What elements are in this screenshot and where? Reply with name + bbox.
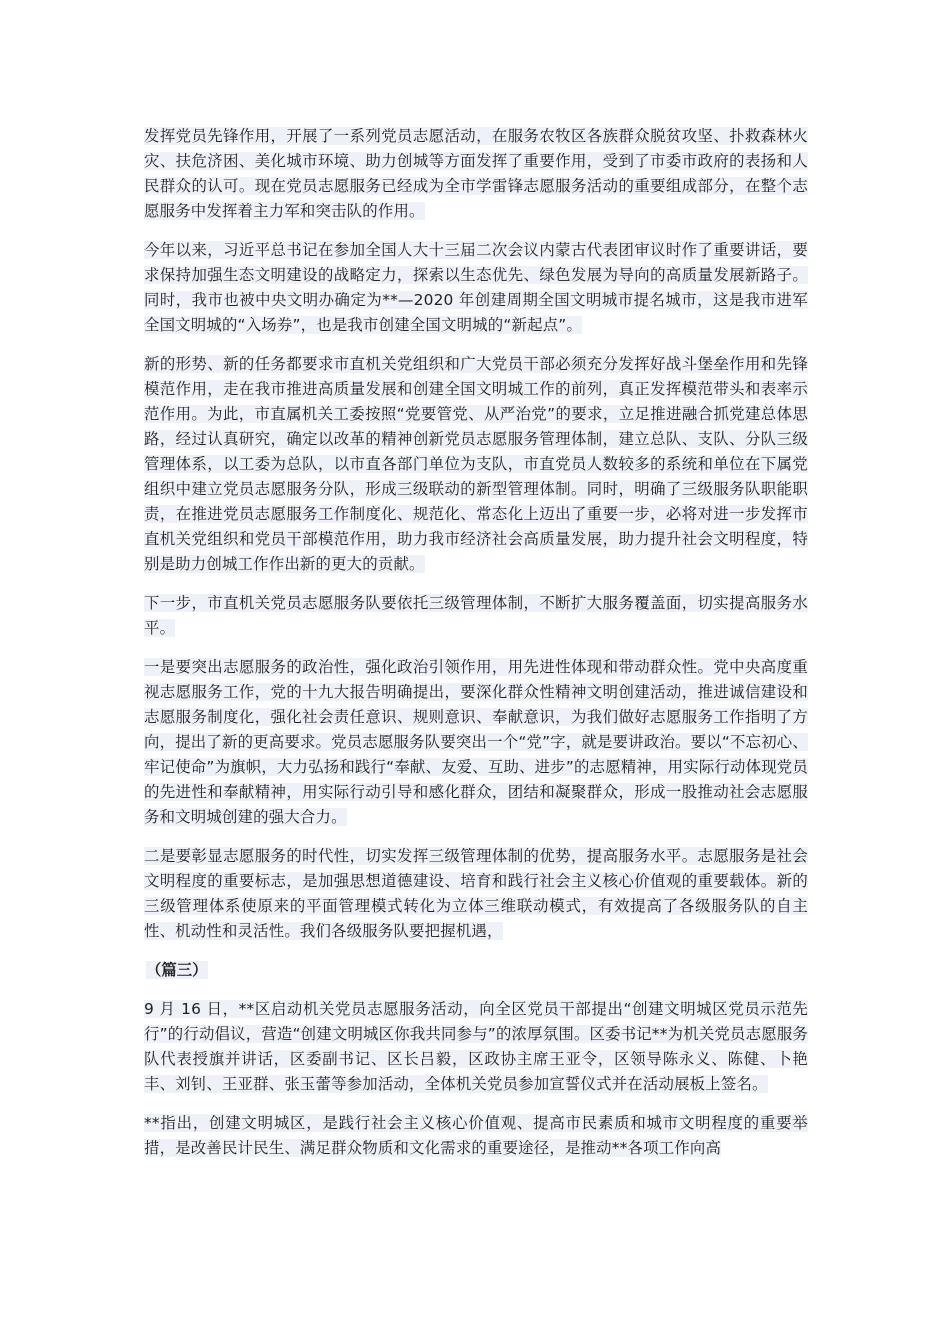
paragraph-6-text: 二是要彰显志愿服务的时代性，切实发挥三级管理体制的优势，提高服务水平。志愿服务是社会文明程度的重要标志，是加强思想道德建设、培育和践行社会主义核心价值观的重要载体。新的三级管理体系使原来的平面管理模式转化为立体三维联动模式，有效提高了各级服务队的自主性、机动性和灵活性。我们各级服务队要把握机遇，: [144, 847, 808, 940]
paragraph-2: [144, 238, 808, 338]
paragraph-1: [144, 124, 808, 224]
paragraph-7: [144, 997, 808, 1097]
paragraph-6: [144, 844, 808, 944]
paragraph-4-text: 下一步，市直机关党员志愿服务队要依托三级管理体制，不断扩大服务覆盖面，切实提高服务水平。: [144, 594, 808, 637]
paragraph-8-text: **指出，创建文明城区，是践行社会主义核心价值观、提高市民素质和城市文明程度的重要举措，是改善民计民生、满足群众物质和文化需求的重要途径，是推动**各项工作向高: [144, 1114, 808, 1157]
paragraph-4: [144, 591, 808, 641]
paragraph-3-text: 新的形势、新的任务都要求市直机关党组织和广大党员干部必须充分发挥好战斗堡垒作用和先锋模范作用，走在我市推进高质量发展和创建全国文明城工作的前列，真正发挥模范带头和表率示范作用。为此，市直属机关工委按照“党要管党、从严治党”的要求，立足推进融合抓党建总体思路，经过认真研究，确定以改革的精神创新党员志愿服务管理体制，建立总队、支队、分队三级管理体系，以工委为总队，以市直各部门单位为支队，市直党员人数较多的系统和单位在下属党组织中建立党员志愿服务分队，形成三级联动的新型管理体制。同时，明确了三级服务队职能职责，在推进党员志愿服务工作制度化、规范化、常态化上迈出了重要一步，必将对进一步发挥市直机关党组织和党员干部模范作用，助力我市经济社会高质量发展，助力提升社会文明程度，特别是助力创城工作作出新的更大的贡献。: [144, 355, 808, 573]
paragraph-7-text: 9 月 16 日，**区启动机关党员志愿服务活动，向全区党员干部提出“创建文明城区党员示范先行”的行动倡议，营造“创建文明城区你我共同参与”的浓厚氛围。区委书记**为机关党员志愿服务队代表授旗并讲话，区委副书记、区长吕毅，区政协主席王亚令，区领导陈永义、陈健、卜艳丰、刘钊、王亚群、张玉蕾等参加活动，全体机关党员参加宣誓仪式并在活动展板上签名。: [144, 1000, 808, 1093]
section-heading: [146, 958, 808, 983]
paragraph-5-text: 一是要突出志愿服务的政治性，强化政治引领作用，用先进性体现和带动群众性。党中央高度重视志愿服务工作，党的十九大报告明确提出，要深化群众性精神文明创建活动，推进诚信建设和志愿服务制度化，强化社会责任意识、规则意识、奉献意识，为我们做好志愿服务工作指明了方向，提出了新的更高要求。党员志愿服务队要突出一个“党”字，就是要讲政治。要以“不忘初心、牢记使命”为旗帜，大力弘扬和践行“奉献、友爱、互助、进步”的志愿精神，用实际行动体现党员的先进性和奉献精神，用实际行动引导和感化群众，团结和凝聚群众，形成一股推动社会志愿服务和文明城创建的强大合力。: [144, 658, 808, 826]
document-body: [144, 124, 808, 1175]
paragraph-8: [144, 1111, 808, 1161]
paragraph-3: [144, 352, 808, 577]
paragraph-1-text: 发挥党员先锋作用，开展了一系列党员志愿活动，在服务农牧区各族群众脱贫攻坚、扑救森林火灾、扶危济困、美化城市环境、助力创城等方面发挥了重要作用，受到了市委市政府的表扬和人民群众的认可。现在党员志愿服务已经成为全市学雷锋志愿服务活动的重要组成部分，在整个志愿服务中发挥着主力军和突击队的作用。: [144, 127, 808, 220]
paragraph-2-text: 今年以来，习近平总书记在参加全国人大十三届二次会议内蒙古代表团审议时作了重要讲话，要求保持加强生态文明建设的战略定力，探索以生态优先、绿色发展为导向的高质量发展新路子。同时，我市也被中央文明办确定为**—2020 年创建周期全国文明城市提名城市，这是我市进军全国文明城的“入场券”，也是我市创建全国文明城的“新起点”。: [144, 241, 808, 334]
paragraph-5: [144, 655, 808, 830]
section-heading-text: （篇三）: [146, 961, 208, 979]
